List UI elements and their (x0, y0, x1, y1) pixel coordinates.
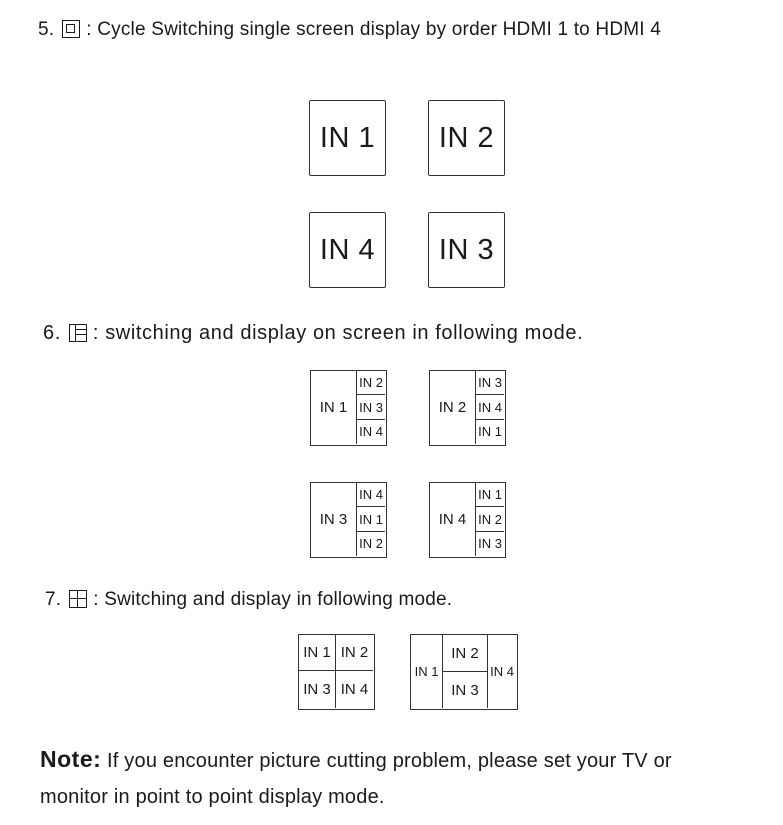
pip-main-label: IN 4 (438, 511, 467, 528)
quad-cell: IN 2 (336, 635, 373, 671)
quad-cell: IN 3 (299, 671, 336, 708)
pip-sub-label: IN 3 (475, 532, 504, 556)
box-label: IN 2 (438, 121, 495, 154)
pip-sub-label: IN 1 (356, 507, 385, 531)
single-display-box (428, 212, 505, 288)
section-5-line (38, 19, 661, 41)
pip-main-label: IN 2 (438, 399, 467, 416)
section-6-number: 6. (43, 322, 61, 344)
single-screen-icon (62, 20, 80, 38)
section-5-number: 5. (38, 19, 55, 40)
quad-layout (298, 634, 375, 710)
section-7-number: 7. (45, 589, 62, 610)
pip-sub-label: IN 4 (356, 420, 385, 444)
single-display-box (428, 100, 505, 176)
pip-layout (429, 370, 506, 446)
note-line-2: monitor in point to point display mode. (40, 786, 385, 808)
section-6-line (43, 322, 583, 345)
single-display-box (309, 100, 386, 176)
note-text-1: If you encounter picture cutting problem, please set your TV or (101, 750, 672, 772)
pip-main-label: IN 3 (319, 511, 348, 528)
pip-sub-label: IN 1 (475, 483, 504, 507)
pip-sub-label: IN 4 (356, 483, 385, 507)
pip-main-label: IN 1 (319, 399, 348, 416)
pip-three-icon (69, 324, 87, 342)
pip-layout (429, 482, 506, 558)
box-label: IN 4 (319, 233, 376, 266)
pip-sub-label: IN 2 (475, 507, 504, 531)
quad-cell: IN 1 (299, 635, 336, 671)
single-display-box (309, 212, 386, 288)
box-label: IN 3 (438, 233, 495, 266)
note-line-1 (40, 746, 672, 773)
pip-sub-label: IN 2 (356, 532, 385, 556)
section-6-text: : switching and display on screen in following mode. (92, 322, 584, 344)
pip-sub-label: IN 3 (475, 371, 504, 395)
split-left-cell: IN 1 (411, 635, 443, 708)
section-7-line (45, 589, 452, 611)
note-label: Note: (40, 746, 102, 772)
split-layout (410, 634, 518, 710)
split-top-cell: IN 2 (451, 644, 479, 662)
quad-cell: IN 4 (340, 681, 369, 698)
section-7-text: : Switching and display in following mode. (93, 589, 453, 610)
pip-sub-label: IN 3 (356, 395, 385, 419)
split-right-cell: IN 4 (487, 635, 516, 708)
quad-screen-icon (69, 590, 87, 608)
pip-sub-label: IN 2 (356, 371, 385, 395)
pip-sub-label: IN 1 (475, 420, 504, 444)
pip-layout (310, 370, 387, 446)
split-bottom-cell: IN 3 (451, 681, 479, 699)
pip-sub-label: IN 4 (475, 395, 504, 419)
pip-layout (310, 482, 387, 558)
box-label: IN 1 (319, 121, 376, 154)
section-5-text: : Cycle Switching single screen display by order HDMI 1 to HDMI 4 (86, 19, 662, 40)
